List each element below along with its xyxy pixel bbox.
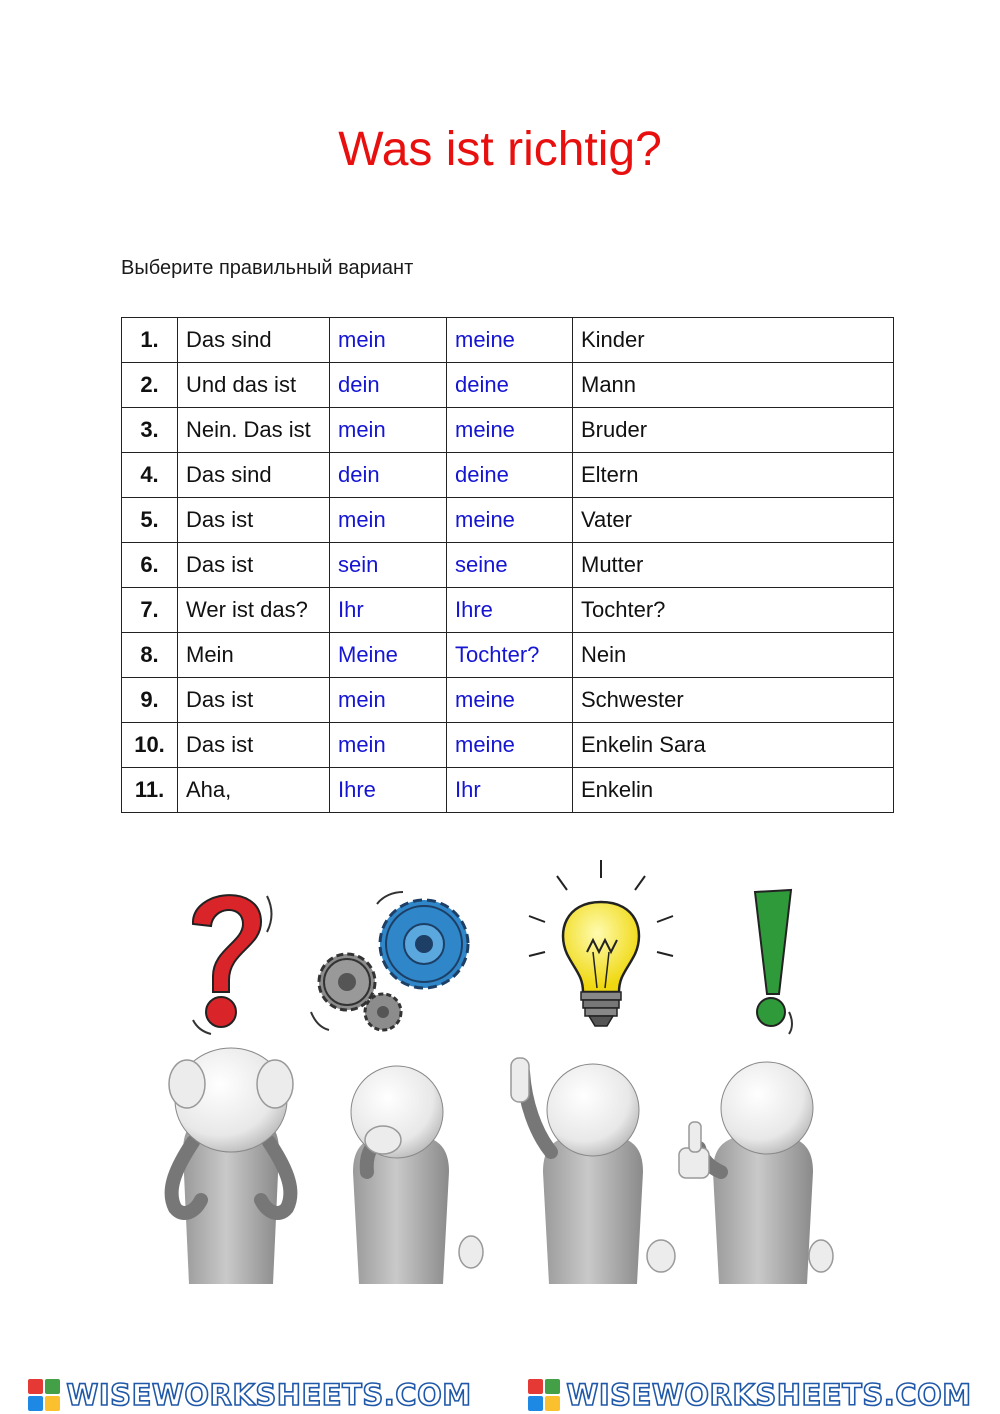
sentence-end-cell: [573, 408, 894, 453]
brand-logo-icon: [28, 1379, 60, 1411]
exercise-row: [122, 408, 894, 453]
exercise-row: [122, 543, 894, 588]
sentence-end-cell: [573, 723, 894, 768]
option-one[interactable]: sein: [338, 552, 379, 577]
row-number: 6.: [140, 552, 159, 577]
option-two-cell[interactable]: [447, 768, 573, 813]
sentence-end-cell: [573, 318, 894, 363]
option-one-cell[interactable]: [330, 723, 447, 768]
thumbs-up-figure: [679, 1062, 833, 1284]
option-one[interactable]: mein: [338, 732, 386, 757]
sentence-start: Das ist: [186, 687, 254, 712]
option-two[interactable]: Ihr: [455, 777, 481, 802]
sentence-start: Das ist: [186, 507, 254, 532]
option-two-cell[interactable]: [447, 588, 573, 633]
sentence-start-cell: [178, 768, 330, 813]
exercise-row: [122, 363, 894, 408]
sentence-end-cell: [573, 588, 894, 633]
sentence-start: Und das ist: [186, 372, 297, 397]
option-one[interactable]: Ihre: [338, 777, 376, 802]
sentence-start-cell: [178, 633, 330, 678]
row-number-cell: [122, 543, 178, 588]
sentence-start-cell: [178, 678, 330, 723]
brand-watermark-left: [0, 1378, 500, 1412]
option-two[interactable]: meine: [455, 507, 515, 532]
option-two[interactable]: Tochter?: [455, 642, 540, 667]
option-two[interactable]: Ihre: [455, 597, 493, 622]
option-one[interactable]: Meine: [338, 642, 398, 667]
option-one[interactable]: mein: [338, 327, 386, 352]
sentence-start: Das sind: [186, 327, 272, 352]
option-one-cell[interactable]: [330, 498, 447, 543]
option-one-cell[interactable]: [330, 768, 447, 813]
option-two[interactable]: meine: [455, 732, 515, 757]
light-bulb-icon: [529, 860, 673, 1026]
row-number: 4.: [140, 462, 159, 487]
sentence-end-cell: [573, 633, 894, 678]
sentence-start: Das ist: [186, 732, 254, 757]
worksheet-title: Was ist richtig?: [338, 123, 662, 176]
option-two[interactable]: deine: [455, 462, 509, 487]
exercise-table: [121, 317, 894, 813]
row-number: 1.: [140, 327, 159, 352]
option-one[interactable]: dein: [338, 372, 380, 397]
brand-logo-icon: [528, 1379, 560, 1411]
option-one-cell[interactable]: [330, 543, 447, 588]
row-number: 10.: [134, 732, 165, 757]
sentence-start: Das sind: [186, 462, 272, 487]
row-number: 11.: [134, 777, 165, 802]
sentence-end-cell: [573, 453, 894, 498]
sentence-start: Nein. Das ist: [186, 417, 311, 442]
option-two-cell[interactable]: [447, 318, 573, 363]
row-number-cell: [122, 723, 178, 768]
sentence-end: Eltern: [581, 462, 639, 487]
sentence-start-cell: [178, 453, 330, 498]
row-number-cell: [122, 633, 178, 678]
row-number: 8.: [140, 642, 159, 667]
option-two[interactable]: seine: [455, 552, 508, 577]
option-two-cell[interactable]: [447, 363, 573, 408]
option-one-cell[interactable]: [330, 678, 447, 723]
option-one-cell[interactable]: [330, 318, 447, 363]
sentence-end: Kinder: [581, 327, 645, 352]
row-number-cell: [122, 318, 178, 363]
row-number-cell: [122, 453, 178, 498]
option-two-cell[interactable]: [447, 678, 573, 723]
option-two-cell[interactable]: [447, 723, 573, 768]
sentence-start-cell: [178, 498, 330, 543]
exercise-row: [122, 768, 894, 813]
sentence-start: Wer ist das?: [186, 597, 308, 622]
confused-figure: [169, 1048, 293, 1284]
option-one-cell[interactable]: [330, 363, 447, 408]
sentence-start: Mein: [186, 642, 234, 667]
option-two-cell[interactable]: [447, 543, 573, 588]
sentence-end: Mann: [581, 372, 637, 397]
sentence-start-cell: [178, 318, 330, 363]
exercise-row: [122, 723, 894, 768]
sentence-end-cell: [573, 363, 894, 408]
option-one-cell[interactable]: [330, 588, 447, 633]
sentence-end: Vater: [581, 507, 632, 532]
question-mark-icon: [193, 895, 272, 1034]
exercise-row: [122, 453, 894, 498]
option-one-cell[interactable]: [330, 408, 447, 453]
option-one-cell[interactable]: [330, 453, 447, 498]
option-two[interactable]: meine: [455, 687, 515, 712]
row-number: 3.: [140, 417, 159, 442]
gears-icon: [311, 892, 468, 1030]
sentence-start-cell: [178, 543, 330, 588]
option-one[interactable]: mein: [338, 417, 386, 442]
brand-text: WISEWORKSHEETS.COM: [566, 1378, 972, 1412]
exercise-row: [122, 588, 894, 633]
sentence-start-cell: [178, 723, 330, 768]
sentence-end-cell: [573, 678, 894, 723]
row-number: 2.: [140, 372, 159, 397]
thinking-figures-illustration: [121, 852, 861, 1284]
sentence-end-cell: [573, 498, 894, 543]
row-number-cell: [122, 768, 178, 813]
option-two-cell[interactable]: [447, 498, 573, 543]
sentence-start: Das ist: [186, 552, 254, 577]
brand-watermark-right: [500, 1378, 1000, 1412]
option-two-cell[interactable]: [447, 408, 573, 453]
sentence-start-cell: [178, 588, 330, 633]
row-number-cell: [122, 588, 178, 633]
option-one[interactable]: Ihr: [338, 597, 364, 622]
sentence-end: Enkelin Sara: [581, 732, 706, 757]
idea-figure: [511, 1058, 675, 1284]
thinking-figure: [351, 1066, 483, 1284]
row-number: 5.: [140, 507, 159, 532]
option-two[interactable]: meine: [455, 417, 515, 442]
option-two-cell[interactable]: [447, 453, 573, 498]
exercise-row: [122, 678, 894, 723]
brand-text: WISEWORKSHEETS.COM: [66, 1378, 472, 1412]
sentence-end: Schwester: [581, 687, 684, 712]
sentence-start-cell: [178, 363, 330, 408]
option-one[interactable]: mein: [338, 507, 386, 532]
option-two[interactable]: meine: [455, 327, 515, 352]
sentence-end-cell: [573, 768, 894, 813]
exercise-row: [122, 318, 894, 363]
sentence-start: Aha,: [186, 777, 232, 802]
sentence-end-cell: [573, 543, 894, 588]
row-number-cell: [122, 498, 178, 543]
sentence-end: Enkelin: [581, 777, 654, 802]
option-two-cell[interactable]: [447, 633, 573, 678]
option-one[interactable]: dein: [338, 462, 380, 487]
footer-watermark: [0, 1376, 1000, 1414]
sentence-end: Mutter: [581, 552, 644, 577]
exclamation-mark-icon: [755, 890, 792, 1034]
sentence-end: Nein: [581, 642, 627, 667]
row-number: 7.: [140, 597, 159, 622]
sentence-end: Tochter?: [581, 597, 666, 622]
option-two[interactable]: deine: [455, 372, 509, 397]
exercise-row: [122, 633, 894, 678]
sentence-start-cell: [178, 408, 330, 453]
option-one-cell[interactable]: [330, 633, 447, 678]
instruction-text: Выберите правильный вариант: [121, 257, 414, 279]
row-number-cell: [122, 363, 178, 408]
exercise-row: [122, 498, 894, 543]
row-number: 9.: [140, 687, 159, 712]
row-number-cell: [122, 408, 178, 453]
option-one[interactable]: mein: [338, 687, 386, 712]
row-number-cell: [122, 678, 178, 723]
sentence-end: Bruder: [581, 417, 648, 442]
